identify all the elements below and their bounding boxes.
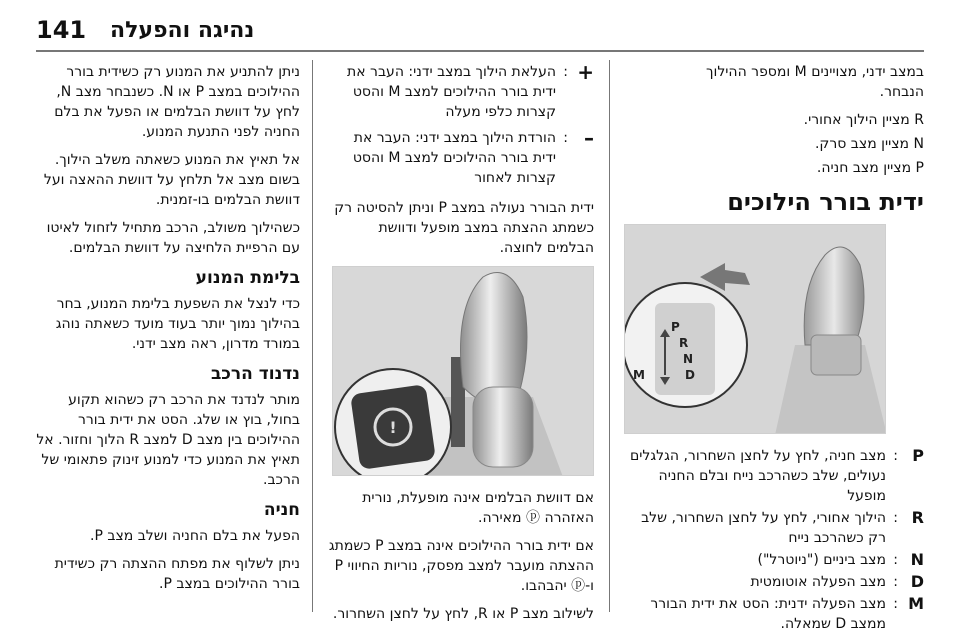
definition-text: מצב הפעלה ידנית: הסט את ידית הבורר ממצב D שמאלה. — [650, 596, 886, 632]
indicator-p: P מציין מצב חניה. — [816, 160, 924, 176]
warning-light-paragraph: אם דוושת הבלמים אינה מופעלת, נורית האזהרה ⓟ מאירה. — [362, 490, 594, 526]
indicator-r: R מציין הילוך אחורי. — [803, 112, 924, 128]
definition-r: R : הילוך אחורי, לחץ על לחצן השחרור, שלב רק כשהרכב נייח — [624, 508, 924, 548]
definition-plus: + : העלאת הילוך במצב ידני: העבר את ידית בורר ההילוכים למצב M והסט קצרות כלפי מעלה — [328, 62, 594, 122]
intro-line-2: הנבחר. — [879, 84, 924, 100]
intro-line-1: במצב ידני, מצויינים M ומספר ההילוך — [706, 64, 924, 80]
right-column — [624, 62, 924, 636]
column-divider-left — [312, 60, 313, 612]
definition-n: N : מצב ביניים ("ניוטרל") — [624, 550, 924, 570]
no-accelerate-paragraph: אל תאיץ את המנוע כשאתה משלב הילוך. בשום מצב אל תלחץ על דוושת ההאצה ועל דוושת הבלמים בו-זמנית. — [43, 152, 300, 208]
gear-selector-diagram — [624, 224, 886, 434]
start-engine-paragraph: ניתן להתניע את המנוע רק כשידית בורר ההילוכים במצב P או N. כשנבחר מצב N, לחץ על דוושת הבלמים או הפעל את בלם החניה לפני התנעת המנוע. — [54, 64, 300, 140]
definition-p: P : מצב חניה, לחץ על לחצן השחרור, הגלגלים נעולים, שלב כשהרכב נייח ובלם החניה מופעל — [624, 446, 924, 506]
definition-key: R — [911, 508, 924, 527]
gear-lever-photo — [332, 266, 594, 476]
indicator-n: N מציין מצב סרק. — [814, 136, 924, 152]
page-header — [0, 14, 960, 54]
page-number: 141 — [36, 16, 87, 44]
gear-lever-illustration — [625, 225, 886, 434]
plus-icon: + — [577, 60, 594, 84]
parking-paragraph: הפעל את בלם החניה ושלב מצב P. — [90, 528, 300, 544]
label-n: N — [683, 352, 694, 366]
definition-d: D : מצב הפעלה אוטומטית — [624, 572, 924, 592]
label-m: M — [633, 368, 645, 382]
section-title-selector: ידית בורר הילוכים — [727, 188, 924, 216]
definition-text: מצב חניה, לחץ על לחצן השחרור, הגלגלים נעולים, שלב כשהרכב נייח ובלם החניה מופעל — [630, 448, 886, 504]
heading-rocking: נדנוד הרכב — [210, 364, 300, 384]
definition-key: D — [910, 572, 924, 591]
label-r: R — [679, 336, 689, 350]
lever-lock-paragraph: ידית הבורר נעולה במצב P וניתן להסיטה רק כשמתג ההצתה במצב מופעל ודוושת הבלמים לחוצה. — [334, 200, 594, 256]
position-definitions — [624, 446, 924, 634]
gear-lever-closeup — [333, 267, 594, 476]
engine-braking-paragraph: כדי לנצל את השפעת בלימת המנוע, בחר בהילוך נמוך יותר בעוד מועד כשאתה נוהג במורד מדרון, ראה מצב ידני. — [55, 296, 300, 352]
heading-parking: חניה — [263, 500, 300, 520]
definition-key: M — [908, 594, 924, 613]
definition-minus: – : הורדת הילוך במצב ידני: העבר את ידית בורר ההילוכים למצב M והסט קצרות לאחור — [328, 128, 594, 188]
definition-key: N — [910, 550, 924, 569]
column-divider-right — [609, 60, 610, 612]
definition-text: הורדת הילוך במצב ידני: העבר את ידית בורר ההילוכים למצב M והסט קצרות לאחור — [352, 130, 556, 186]
middle-column — [328, 62, 594, 632]
creep-paragraph: כשהילוך משולב, הרכב מתחיל לזחול לאיטו עם הרפיית הלחיצה על דוושת הבלמים. — [46, 220, 300, 256]
manual-mode-intro — [624, 62, 924, 102]
rocking-paragraph: מותר לנדנד את הרכב רק כשהוא תקוע בחול, בוץ או שלג. הסט את ידית בורר ההילוכים בין מצב D למצב R הלוך וחזור. אל תאיץ את המנוע כדי למנוע זינוק פתאומי של הרכב. — [36, 392, 300, 488]
definition-text: העלאת הילוך במצב ידני: העבר את ידית בורר ההילוכים למצב M והסט קצרות כלפי מעלה — [347, 64, 556, 120]
header-rule — [36, 50, 924, 52]
not-in-p-paragraph: אם ידית בורר ההילוכים אינה במצב P כשמתג ההצתה מועבר למצב מפסק, נוריות החיווי P ו-ⓟ יהבהבו. — [328, 538, 594, 594]
page-title: נהיגה והפעלה — [110, 18, 255, 43]
definition-key: P — [912, 446, 924, 465]
definition-text: הילוך אחורי, לחץ על לחצן השחרור, שלב רק כשהרכב נייח — [641, 510, 886, 546]
definition-m: M : מצב הפעלה ידנית: הסט את ידית הבורר ממצב D שמאלה. — [624, 594, 924, 634]
definition-text: מצב ביניים ("ניוטרל") — [757, 552, 886, 568]
left-column — [36, 62, 300, 602]
svg-text:!: ! — [389, 418, 397, 437]
minus-icon: – — [584, 126, 594, 150]
label-p: P — [671, 320, 680, 334]
heading-engine-braking: בלימת המנוע — [195, 268, 300, 288]
label-d: D — [685, 368, 695, 382]
key-removal-paragraph: ניתן לשלוף את מפתח ההצתה רק כשידית בורר ההילוכים במצב P. — [54, 556, 300, 592]
release-button-paragraph: לשילוב מצב P או R, לחץ על לחצן השחרור. — [332, 606, 594, 622]
definition-text: מצב הפעלה אוטומטית — [750, 574, 886, 590]
